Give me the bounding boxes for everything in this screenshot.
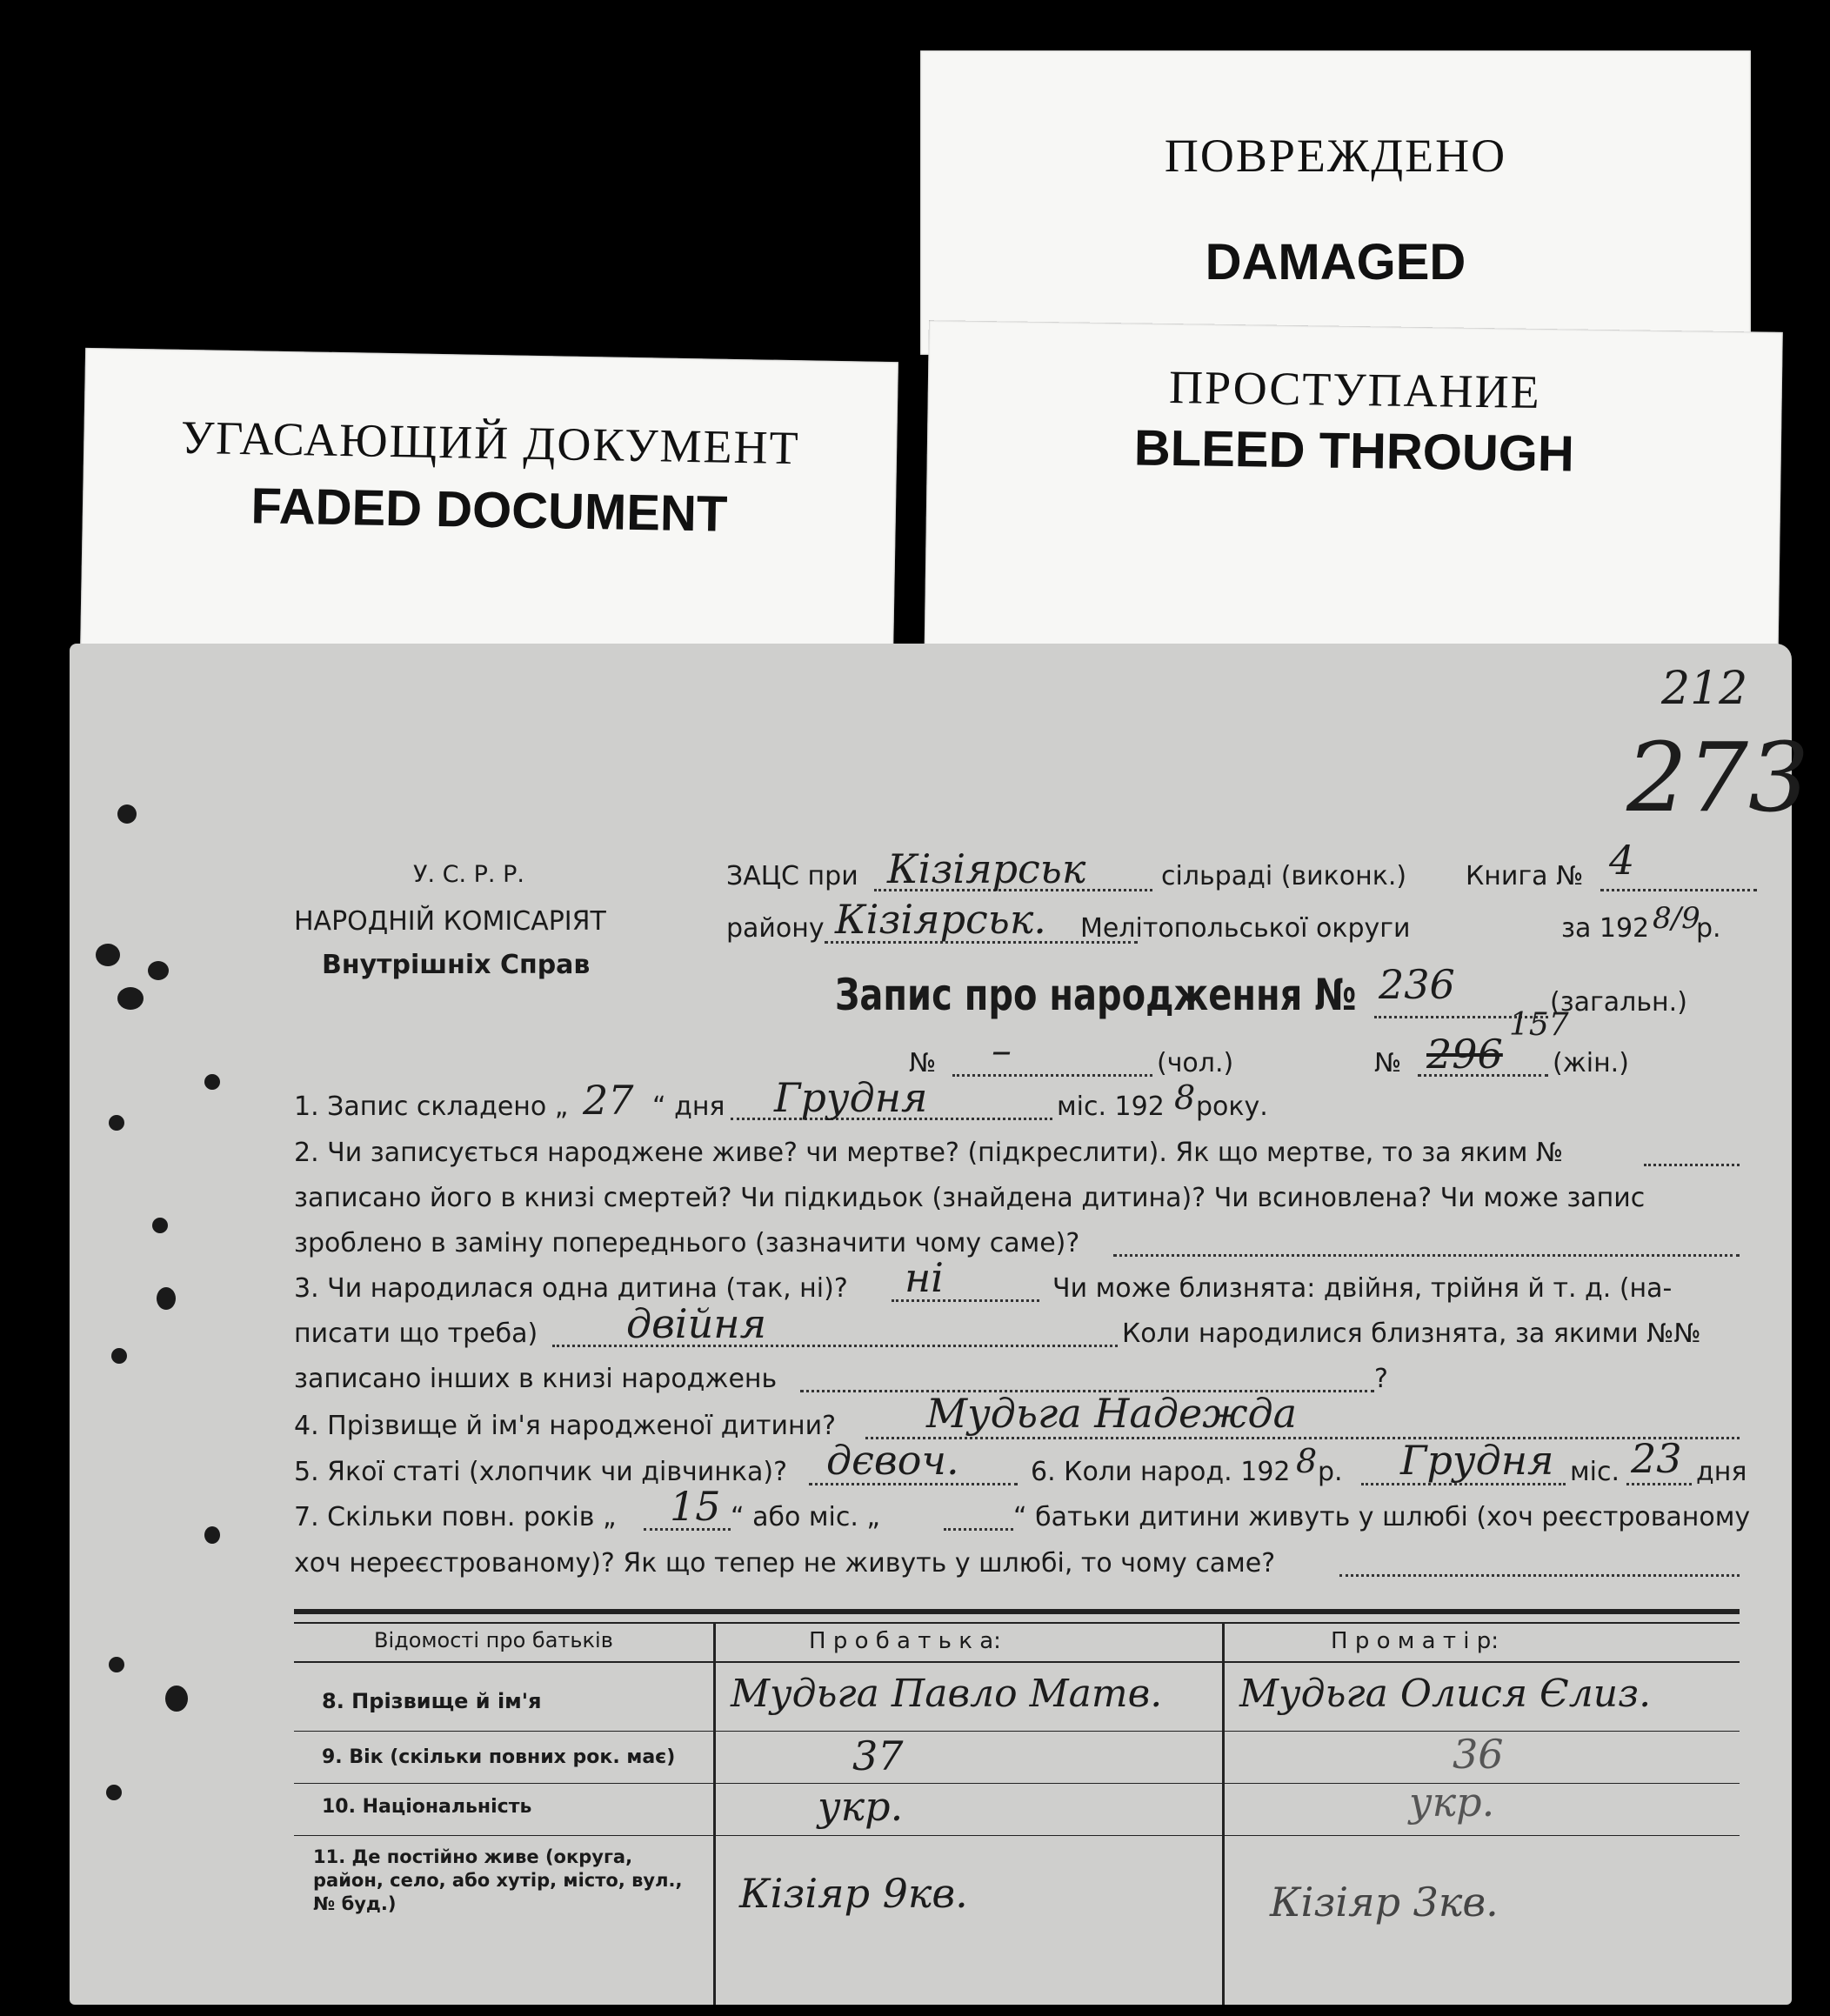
damaged-tag-ru: ПОВРЕЖДЕНО: [1164, 130, 1507, 182]
punch-hole: [165, 1686, 188, 1712]
q1-month: Грудня: [774, 1074, 928, 1121]
q6-day: 23: [1631, 1435, 1682, 1482]
q6-dnia: дня: [1696, 1457, 1747, 1487]
punch-hole: [204, 1526, 220, 1544]
mother-name: Мудьга Олися Єлиз.: [1239, 1672, 1652, 1716]
year-label: за 192: [1561, 913, 1650, 944]
father-residence: Кізіяр 9кв.: [739, 1870, 968, 1917]
punch-hole: [106, 1785, 122, 1800]
zhin-correction: 157: [1509, 1007, 1569, 1043]
year-suffix: р.: [1696, 913, 1721, 944]
silrada-label: сільраді (виконк.): [1161, 861, 1407, 891]
table-header-father: П р о б а т ь к а:: [809, 1628, 1001, 1654]
book-value: 4: [1609, 837, 1635, 884]
birth-record-card: [70, 644, 1809, 2005]
damaged-tag-en: DAMAGED: [1205, 234, 1466, 290]
ussr-header: У. С. Р. Р.: [413, 861, 524, 888]
q3-line3: записано інших в книзі народжень: [294, 1364, 778, 1394]
q3-line2a: писати що треба): [294, 1318, 538, 1349]
q4-answer: Мудьга Надежда: [926, 1390, 1298, 1437]
punch-hole: [157, 1287, 176, 1310]
row-name-label: 8. Прізвище й ім'я: [322, 1689, 542, 1713]
punch-hole: [148, 961, 169, 980]
mother-residence: Кізіяр 3кв.: [1270, 1879, 1499, 1926]
row-rule: [294, 1783, 1740, 1784]
mother-nationality: укр.: [1409, 1779, 1495, 1826]
table-header-mother: П р о м а т і р:: [1331, 1628, 1499, 1654]
q6-label: 6. Коли народ. 192: [1031, 1457, 1291, 1487]
q6-mis: міс.: [1570, 1457, 1620, 1487]
bleed-tag-en: BLEED THROUGH: [1133, 419, 1575, 483]
punch-hole: [96, 944, 120, 966]
q7-line1c: “ батьки дитини живуть у шлюбі (хоч реєстрованому: [1013, 1502, 1751, 1532]
chol-no: №: [909, 1048, 937, 1078]
q2-line3: зроблено в заміну попереднього (зазначити чому саме)?: [294, 1228, 1080, 1258]
record-number: 236: [1379, 961, 1455, 1008]
fill-line: [1644, 1164, 1740, 1166]
punch-hole: [117, 804, 137, 824]
bleed-tag: [924, 320, 1783, 689]
fill-line: [1626, 1483, 1692, 1485]
table-top-rule: [294, 1622, 1740, 1624]
q7-line2: хоч нереєстрованому)? Як що тепер не живуть у шлюбі, то чому саме?: [294, 1548, 1276, 1579]
q5-answer: дєвоч.: [826, 1437, 959, 1484]
fill-line: [1600, 889, 1757, 891]
q1-label: 1. Запис складено „: [294, 1091, 569, 1122]
table-column-rule: [1222, 1622, 1225, 2005]
row-rule: [294, 1835, 1740, 1836]
zahaln-label: (загальн.): [1550, 987, 1687, 1018]
zags-value: Кізіярськ: [887, 845, 1086, 892]
fill-line: [952, 1074, 1152, 1077]
fill-line: [944, 1528, 1013, 1531]
faded-tag-en: FADED DOCUMENT: [250, 477, 728, 543]
damaged-tag: [920, 50, 1751, 355]
row-nationality-label: 10. Національність: [322, 1796, 532, 1818]
q1-mid: “ дня: [652, 1091, 725, 1122]
father-name: Мудьга Павло Матв.: [731, 1672, 1163, 1716]
row-age-label: 9. Вік (скільки повних рок. має): [322, 1746, 676, 1768]
father-nationality: укр.: [818, 1783, 904, 1830]
q6-month: Грудня: [1400, 1437, 1554, 1484]
zhin-value: 296: [1426, 1031, 1503, 1078]
punch-hole: [204, 1074, 220, 1090]
q6-year: 8: [1296, 1442, 1318, 1480]
bleed-tag-ru: ПРОСТУПАНИЕ: [1168, 361, 1542, 418]
punch-hole: [109, 1657, 124, 1672]
book-label: Книга №: [1466, 861, 1584, 891]
commissariat-header: НАРОДНІЙ КОМІСАРІЯТ: [294, 906, 606, 937]
punch-hole: [117, 987, 144, 1010]
punch-hole: [109, 1115, 124, 1131]
raion-label: району: [726, 913, 825, 944]
fill-line: [865, 1437, 1740, 1439]
q1-year: 8: [1174, 1078, 1196, 1117]
chol-value: –: [992, 1026, 1012, 1073]
zhin-label: (жін.): [1553, 1048, 1629, 1078]
mother-age: 36: [1453, 1731, 1504, 1778]
row-rule: [294, 1731, 1740, 1732]
father-age: 37: [852, 1732, 904, 1779]
chol-label: (чол.): [1157, 1048, 1234, 1078]
q3-line2b: Коли народилися близнята, за якими №№: [1122, 1318, 1701, 1349]
q7-line1a: 7. Скільки повн. років „: [294, 1502, 617, 1532]
internal-affairs-header: Внутрішніх Справ: [322, 950, 591, 980]
q3-answer2: двійня: [626, 1300, 767, 1347]
year-value: 8/9: [1653, 901, 1700, 936]
archive-number-small: 212: [1661, 663, 1748, 715]
q1-mis: міс. 192: [1057, 1091, 1165, 1122]
q3-line1a: 3. Чи народилася одна дитина (так, ні)?: [294, 1273, 848, 1304]
table-header-info: Відомості про батьків: [374, 1628, 613, 1652]
table-column-rule: [713, 1622, 716, 2005]
table-top-rule: [294, 1609, 1740, 1614]
raion-value: Кізіярськ.: [835, 896, 1046, 943]
row-residence-label: 11. Де постійно живе (округа, район, село, або хутір, місто, вул., № буд.): [313, 1846, 683, 1914]
zags-label: ЗАЦС при: [726, 861, 858, 891]
q1-end: року.: [1196, 1091, 1268, 1122]
fill-line: [1339, 1574, 1740, 1577]
okruga-label: Мелітопольської округи: [1080, 913, 1411, 944]
punch-hole: [111, 1348, 127, 1364]
fill-line: [1113, 1254, 1740, 1257]
q7-years: 15: [670, 1483, 721, 1530]
q3-answer1: ні: [905, 1254, 945, 1301]
record-title: Запис про народження №: [835, 970, 1357, 1020]
q1-day: 27: [583, 1077, 634, 1124]
q5-label: 5. Якої статі (хлопчик чи дівчинка)?: [294, 1457, 788, 1487]
zhin-no: №: [1374, 1048, 1402, 1078]
q3-line1b: Чи може близнята: двійня, трійня й т. д. (на-: [1052, 1273, 1673, 1304]
faded-tag-ru: УГАСАЮЩИЙ ДОКУМЕНТ: [180, 411, 801, 475]
table-header-rule: [294, 1661, 1740, 1663]
q7-line1b: “ або міс. „: [731, 1502, 880, 1532]
archive-number-large: 273: [1626, 722, 1809, 833]
faded-tag: [80, 348, 898, 666]
q3-line3end: ?: [1374, 1364, 1388, 1394]
q2-line1: 2. Чи записується народжене живе? чи мертве? (підкреслити). Як що мертве, то за яким №: [294, 1138, 1564, 1168]
q2-line2: записано його в книзі смертей? Чи підкидьок (знайдена дитина)? Чи всиновлена? Чи може запис: [294, 1183, 1646, 1213]
q6-r: р.: [1318, 1457, 1343, 1487]
q4-label: 4. Прізвище й ім'я народженої дитини?: [294, 1411, 837, 1441]
punch-hole: [152, 1218, 168, 1233]
